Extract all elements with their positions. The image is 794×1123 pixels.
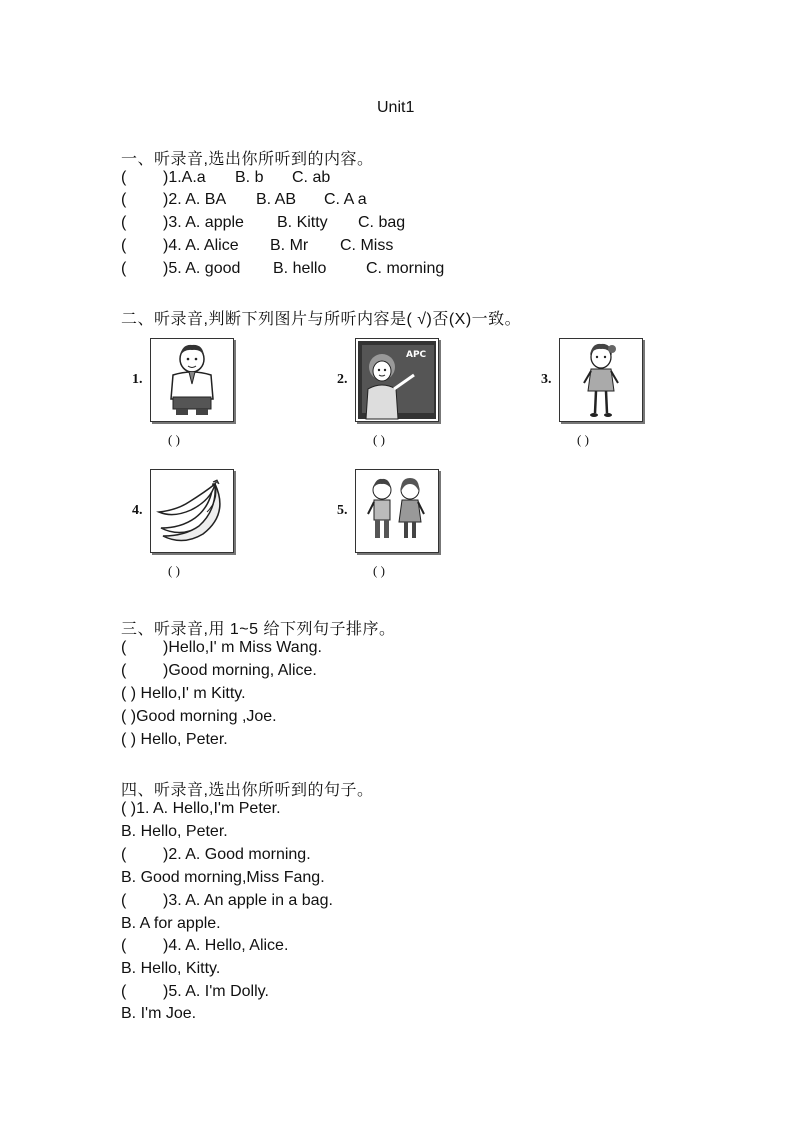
answer-paren-open: ( bbox=[121, 892, 127, 909]
answer-paren-open: ( bbox=[121, 662, 127, 679]
question-option-c: C. A a bbox=[324, 191, 367, 208]
answer-paren-open: ( bbox=[121, 191, 127, 208]
answer-paren-open: ( bbox=[121, 237, 127, 254]
s4-question-5-b: B. I'm Joe. bbox=[121, 1005, 197, 1022]
boy-girl-students-icon bbox=[355, 469, 439, 553]
man-teacher-icon bbox=[150, 338, 234, 422]
picture-number: 3. bbox=[541, 372, 552, 387]
picture-number: 2. bbox=[337, 372, 348, 387]
answer-paren-open: ( bbox=[121, 937, 127, 954]
blackboard-text: APC bbox=[406, 350, 427, 360]
answer-paren: ( ) bbox=[373, 563, 385, 578]
answer-paren: ( ) bbox=[373, 432, 385, 447]
question-option-a: ( )1. A. Hello,I'm Peter. bbox=[121, 800, 281, 817]
answer-paren-open: ( bbox=[121, 214, 127, 231]
sentence-text: ( )Good morning ,Joe. bbox=[121, 708, 277, 725]
question-option-a: )4. A. Alice bbox=[163, 237, 239, 254]
picture-number: 5. bbox=[337, 503, 348, 518]
answer-paren: ( ) bbox=[577, 432, 589, 447]
sentence-text: )Good morning, Alice. bbox=[163, 662, 317, 679]
picture-number: 4. bbox=[132, 503, 143, 518]
question-option-c: C. Miss bbox=[340, 237, 394, 254]
s4-question-1-b: B. Hello, Peter. bbox=[121, 823, 228, 840]
answer-paren-open: ( bbox=[121, 260, 127, 277]
answer-paren-open: ( bbox=[121, 639, 127, 656]
sentence-text: )Hello,I' m Miss Wang. bbox=[163, 639, 322, 656]
section1-heading: 一、听录音,选出你所听到的内容。 bbox=[121, 151, 374, 168]
question-option-b: B. Mr bbox=[270, 237, 309, 254]
picture-number: 1. bbox=[132, 372, 143, 387]
question-option-a: )2. A. Good morning. bbox=[163, 846, 311, 863]
answer-paren: ( ) bbox=[168, 432, 180, 447]
sentence-text: ( ) Hello, Peter. bbox=[121, 731, 228, 748]
question-option-a: )1.A.a bbox=[163, 169, 206, 186]
question-option-a: )5. A. I'm Dolly. bbox=[163, 983, 269, 1000]
question-option-b: B. AB bbox=[256, 191, 297, 208]
question-option-a: )3. A. An apple in a bag. bbox=[163, 892, 333, 909]
answer-paren-open: ( bbox=[121, 846, 127, 863]
question-option-a: )5. A. good bbox=[163, 260, 241, 277]
s4-question-4-b: B. Hello, Kitty. bbox=[121, 960, 221, 977]
page-title: Unit1 bbox=[377, 99, 415, 116]
question-option-b: B. b bbox=[235, 169, 264, 186]
section3-heading: 三、听录音,用 1~5 给下列句子排序。 bbox=[121, 621, 396, 638]
question-option-a: )3. A. apple bbox=[163, 214, 244, 231]
answer-paren-open: ( bbox=[121, 983, 127, 1000]
girl-icon bbox=[559, 338, 643, 422]
question-option-c: C. morning bbox=[366, 260, 445, 277]
s4-question-3-b: B. A for apple. bbox=[121, 915, 221, 932]
bananas-icon bbox=[150, 469, 234, 553]
answer-paren-open: ( bbox=[121, 169, 127, 186]
section4-heading: 四、听录音,选出你所听到的句子。 bbox=[121, 782, 374, 799]
question-option-b: B. hello bbox=[273, 260, 327, 277]
teacher-blackboard-icon bbox=[355, 338, 439, 422]
s4-question-2-b: B. Good morning,Miss Fang. bbox=[121, 869, 325, 886]
question-option-b: B. Kitty bbox=[277, 214, 328, 231]
sentence-text: ( ) Hello,I' m Kitty. bbox=[121, 685, 246, 702]
question-option-c: C. bag bbox=[358, 214, 406, 231]
question-option-c: C. ab bbox=[292, 169, 331, 186]
question-option-a: )4. A. Hello, Alice. bbox=[163, 937, 289, 954]
question-option-a: )2. A. BA bbox=[163, 191, 227, 208]
answer-paren: ( ) bbox=[168, 563, 180, 578]
section2-heading: 二、听录音,判断下列图片与所听内容是( √)否(X)一致。 bbox=[121, 311, 522, 328]
